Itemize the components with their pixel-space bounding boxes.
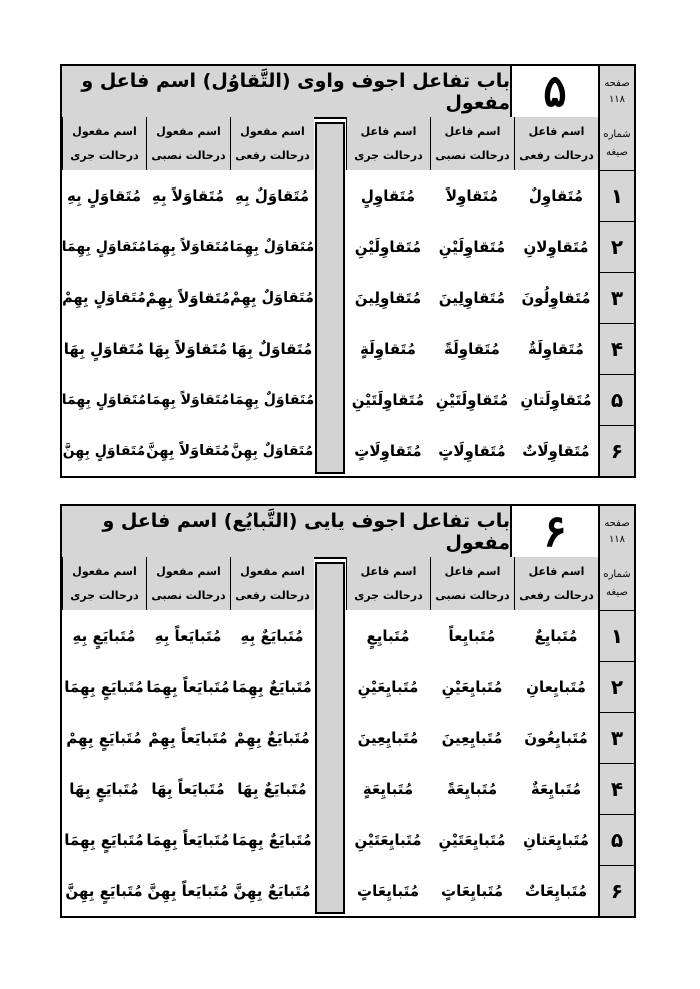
form-number-label: شماره <box>603 128 631 140</box>
column-subtitle: درحالت رفعی <box>519 588 594 602</box>
cell-fail-nasb: مُتَقاوِلَیْنِ <box>438 237 506 256</box>
cell-maful-raf: مُتَبایَعٌ بِهِنَّ <box>233 881 311 900</box>
cell-maful-jar: مُتَقاوَلٍ بِهَا <box>63 339 145 358</box>
column-title: اسم مفعول <box>240 124 305 138</box>
cell-maful-jar: مُتَبایَعٍ بِهَا <box>69 779 139 798</box>
cell-maful-nasb: مُتَقاوَلاً بِهِ <box>151 186 225 205</box>
cell-maful-jar: مُتَقاوَلٍ بِهِمَا <box>61 391 147 408</box>
cell-fail-raf: مُتَقاوِلانِ <box>523 237 589 256</box>
page-reference <box>598 66 634 117</box>
column-title: اسم فاعل <box>528 564 585 578</box>
cell-maful-nasb: مُتَقاوَلاً بِهِمَا <box>146 238 230 255</box>
column-title: اسم مفعول <box>240 564 305 578</box>
cell-maful-nasb: مُتَبایَعاً بِهَا <box>151 779 225 798</box>
form-number-label: شماره <box>603 568 631 580</box>
cell-maful-raf: مُتَقاوَلٌ بِهِنَّ <box>230 442 314 459</box>
form-number: ۲ <box>598 661 634 712</box>
cell-fail-jar: مُتَقاوِلٍ <box>360 186 416 205</box>
cell-maful-jar: مُتَبایَعٍ بِهِمَا <box>64 830 144 849</box>
form-number: ۴ <box>598 763 634 814</box>
page-reference <box>598 506 634 557</box>
form-number: ۱ <box>598 610 634 661</box>
column-subtitle: درحالت جری <box>70 588 139 602</box>
column-title: اسم مفعول <box>72 124 137 138</box>
cell-fail-nasb: مُتَبایِعاً <box>448 626 496 645</box>
column-subtitle: درحالت رفعی <box>235 148 310 162</box>
cell-maful-raf: مُتَقاوَلٌ بِهِمَا <box>229 238 315 255</box>
column-subtitle: درحالت جری <box>354 148 423 162</box>
cell-maful-jar: مُتَقاوَلٍ بِهِنَّ <box>62 442 146 459</box>
cell-maful-jar: مُتَبایَعٍ بِهِ <box>72 626 136 645</box>
column-title: اسم فاعل <box>444 564 501 578</box>
cell-fail-nasb: مُتَقاوِلِینَ <box>438 288 506 307</box>
page-label: صفحه <box>604 517 630 529</box>
column-subtitle: درحالت نصبی <box>435 588 510 602</box>
cell-maful-nasb: مُتَبایَعاً بِهِنَّ <box>147 881 229 900</box>
cell-fail-jar: مُتَبایِعَتَیْنِ <box>354 830 422 849</box>
cell-fail-nasb: مُتَقاوِلَاتٍ <box>438 441 506 460</box>
cell-maful-raf: مُتَبایَعٌ بِهَا <box>237 779 307 798</box>
column-title: اسم فاعل <box>360 124 417 138</box>
cell-maful-nasb: مُتَبایَعاً بِهِمْ <box>148 728 228 747</box>
cell-fail-raf: مُتَبایِعَةٌ <box>530 779 582 798</box>
cell-fail-jar: مُتَبایِعَاتٍ <box>357 881 419 900</box>
cell-maful-raf: مُتَبایَعٌ بِهِمْ <box>234 728 310 747</box>
column-subtitle: درحالت نصبی <box>435 148 510 162</box>
form-label: صیغه <box>606 586 628 598</box>
column-header-fail-jar <box>346 117 430 170</box>
cell-fail-jar: مُتَبایِعَةٍ <box>362 779 414 798</box>
page-number: ۱۱۸ <box>608 93 626 105</box>
cell-maful-nasb: مُتَقاوَلاً بِهَا <box>148 339 228 358</box>
form-number-header <box>598 557 634 610</box>
cell-fail-nasb: مُتَقاوِلَةً <box>444 339 500 358</box>
conjugation-table-block <box>60 504 636 918</box>
cell-maful-jar: مُتَبایَعٍ بِهِمْ <box>66 728 142 747</box>
cell-fail-jar: مُتَقاوِلَةٍ <box>360 339 416 358</box>
cell-maful-raf: مُتَبایَعٌ بِهِ <box>240 626 304 645</box>
form-number: ۵ <box>598 814 634 865</box>
cell-maful-raf: مُتَقاوَلٌ بِهِمْ <box>230 289 314 306</box>
column-title: اسم مفعول <box>156 564 221 578</box>
cell-maful-nasb: مُتَبایَعاً بِهِمَا <box>146 830 230 849</box>
cell-maful-raf: مُتَقاوَلٌ بِهَا <box>231 339 313 358</box>
cell-fail-jar: مُتَقاوِلِینَ <box>354 288 422 307</box>
cell-fail-jar: مُتَقاوِلَیْنِ <box>354 237 422 256</box>
column-title: اسم فاعل <box>360 564 417 578</box>
column-header-fail-nasb <box>430 117 514 170</box>
cell-fail-raf: مُتَبایِعُونَ <box>524 728 588 747</box>
column-header-fail-raf <box>514 117 598 170</box>
cell-fail-raf: مُتَقاوِلٌ <box>528 186 584 205</box>
table-title: باب تفاعل اجوف واوی (التَّقاوُل) اسم فاعل و مفعول <box>62 66 512 117</box>
column-header-maful-nasb <box>146 557 230 610</box>
cell-maful-raf: مُتَقاوَلٌ بِهِ <box>234 186 310 205</box>
cell-maful-jar: مُتَقاوَلٍ بِهِ <box>66 186 142 205</box>
cell-fail-jar: مُتَبایِعَیْنِ <box>357 677 419 696</box>
column-separator <box>315 562 345 914</box>
cell-fail-jar: مُتَبایِعِینَ <box>357 728 419 747</box>
cell-maful-nasb: مُتَقاوَلاً بِهِنَّ <box>146 442 230 459</box>
cell-fail-raf: مُتَبایِعٌ <box>534 626 578 645</box>
column-header-maful-jar <box>62 557 146 610</box>
page-number: ۱۱۸ <box>608 533 626 545</box>
column-header-maful-nasb <box>146 117 230 170</box>
form-number: ۲ <box>598 221 634 272</box>
form-number: ۶ <box>598 865 634 916</box>
table-title: باب تفاعل اجوف یایی (التَّبایُع) اسم فاعل و مفعول <box>62 506 512 557</box>
cell-fail-raf: مُتَبایِعَتانِ <box>523 830 589 849</box>
cell-fail-nasb: مُتَقاوِلَتَیْنِ <box>435 390 509 409</box>
cell-fail-nasb: مُتَبایِعَاتٍ <box>441 881 503 900</box>
form-number: ۱ <box>598 170 634 221</box>
form-number: ۳ <box>598 712 634 763</box>
cell-maful-nasb: مُتَبایَعاً بِهِمَا <box>146 677 230 696</box>
column-subtitle: درحالت نصبی <box>151 588 226 602</box>
column-title: اسم مفعول <box>72 564 137 578</box>
cell-fail-raf: مُتَقاوِلَتانِ <box>520 390 592 409</box>
lesson-number: ۵ <box>512 66 598 117</box>
column-subtitle: درحالت جری <box>70 148 139 162</box>
cell-maful-jar: مُتَقاوَلٍ بِهِمْ <box>62 289 146 306</box>
cell-fail-nasb: مُتَبایِعَیْنِ <box>441 677 503 696</box>
column-title: اسم فاعل <box>444 124 501 138</box>
cell-maful-nasb: مُتَقاوَلاً بِهِمْ <box>145 288 231 307</box>
lesson-number: ۶ <box>512 506 598 557</box>
column-header-maful-raf <box>230 117 314 170</box>
column-header-maful-jar <box>62 117 146 170</box>
cell-maful-jar: مُتَقاوَلٍ بِهِمَا <box>61 238 147 255</box>
cell-fail-nasb: مُتَبایِعَةً <box>446 779 498 798</box>
column-header-fail-jar <box>346 557 430 610</box>
cell-fail-raf: مُتَبایِعانِ <box>526 677 586 696</box>
cell-fail-nasb: مُتَبایِعَتَیْنِ <box>438 830 506 849</box>
form-number: ۵ <box>598 374 634 425</box>
column-separator <box>315 122 345 474</box>
cell-fail-raf: مُتَقاوِلَةٌ <box>528 339 584 358</box>
table-header <box>62 66 634 119</box>
column-header-fail-raf <box>514 557 598 610</box>
cell-maful-jar: مُتَبایَعٍ بِهِنَّ <box>65 881 143 900</box>
column-header-maful-raf <box>230 557 314 610</box>
cell-fail-jar: مُتَبایِعٍ <box>366 626 410 645</box>
cell-fail-jar: مُتَقاوِلَاتٍ <box>354 441 422 460</box>
form-label: صیغه <box>606 146 628 158</box>
column-subtitle: درحالت جری <box>354 588 423 602</box>
form-number: ۳ <box>598 272 634 323</box>
cell-maful-jar: مُتَبایَعٍ بِهِمَا <box>64 677 144 696</box>
column-header-fail-nasb <box>430 557 514 610</box>
cell-maful-raf: مُتَبایَعٌ بِهِمَا <box>232 677 312 696</box>
cell-fail-jar: مُتَقاوِلَتَیْنِ <box>351 390 425 409</box>
column-subtitle: درحالت رفعی <box>235 588 310 602</box>
page-label: صفحه <box>604 77 630 89</box>
column-subtitle: درحالت رفعی <box>519 148 594 162</box>
cell-fail-raf: مُتَقاوِلُونَ <box>521 288 591 307</box>
cell-fail-raf: مُتَقاوِلَاتٌ <box>522 441 590 460</box>
form-number: ۶ <box>598 425 634 476</box>
column-title: اسم مفعول <box>156 124 221 138</box>
cell-fail-nasb: مُتَبایِعِینَ <box>441 728 503 747</box>
cell-maful-raf: مُتَقاوَلٌ بِهِمَا <box>229 391 315 408</box>
table-header <box>62 506 634 559</box>
cell-fail-nasb: مُتَقاوِلاً <box>445 186 499 205</box>
form-number-header <box>598 117 634 170</box>
column-title: اسم فاعل <box>528 124 585 138</box>
cell-maful-nasb: مُتَبایَعاً بِهِ <box>154 626 222 645</box>
conjugation-table-block <box>60 64 636 478</box>
form-number: ۴ <box>598 323 634 374</box>
cell-fail-raf: مُتَبایِعَاتٌ <box>525 881 587 900</box>
column-subtitle: درحالت نصبی <box>151 148 226 162</box>
cell-maful-raf: مُتَبایَعٌ بِهِمَا <box>232 830 312 849</box>
cell-maful-nasb: مُتَقاوَلاً بِهِمَا <box>146 391 230 408</box>
